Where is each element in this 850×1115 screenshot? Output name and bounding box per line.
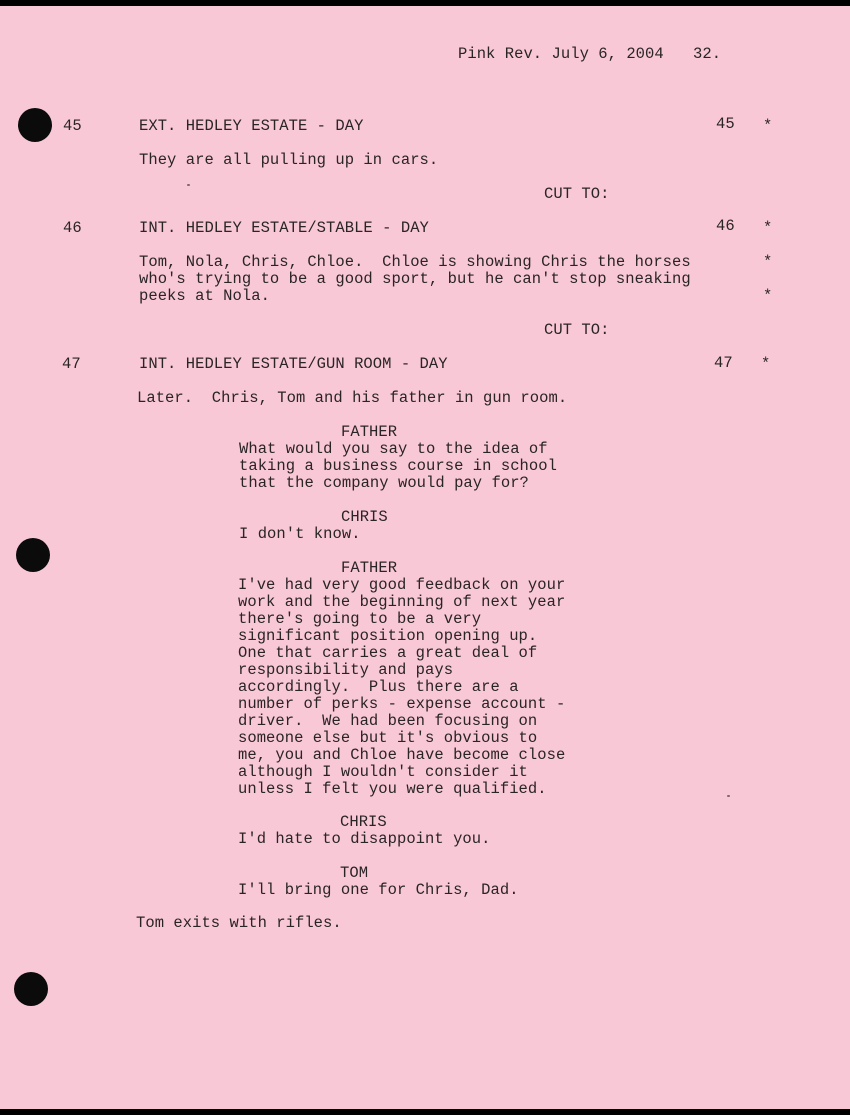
dialogue-line: responsibility and pays	[238, 661, 454, 679]
dialogue-line: driver. We had been focusing on	[238, 712, 538, 730]
dialogue-line: I don't know.	[239, 525, 361, 543]
page-number: 32.	[693, 45, 722, 63]
dialogue-line: One that carries a great deal of	[238, 644, 538, 662]
revision-label: Pink Rev. July 6, 2004	[458, 45, 664, 63]
action-line: peeks at Nola.	[139, 287, 270, 305]
binder-hole-top	[18, 108, 52, 142]
revision-mark: *	[763, 219, 773, 237]
dialogue-line: What would you say to the idea of	[239, 440, 548, 458]
action-line: Later. Chris, Tom and his father in gun room.	[137, 389, 568, 407]
dialogue-line: I've had very good feedback on your	[238, 576, 566, 594]
scene-heading: EXT. HEDLEY ESTATE - DAY	[139, 117, 364, 135]
action-line: Tom, Nola, Chris, Chloe. Chloe is showing Chris the horses	[139, 253, 691, 271]
revision-mark: *	[761, 355, 771, 373]
binder-hole-middle	[16, 538, 50, 572]
scene-number-right: 46	[716, 217, 735, 235]
scene-number-left: 47	[62, 355, 81, 373]
dialogue-line: number of perks - expense account -	[238, 695, 566, 713]
action-line: They are all pulling up in cars.	[139, 151, 439, 169]
dialogue-line: there's going to be a very	[238, 610, 482, 628]
dialogue-line: taking a business course in school	[239, 457, 557, 475]
transition: CUT TO:	[544, 321, 610, 339]
dialogue-line: work and the beginning of next year	[238, 593, 566, 611]
action-line: who's trying to be a good sport, but he can't stop sneaking	[139, 270, 691, 288]
revision-mark: *	[763, 253, 773, 271]
dialogue-line: me, you and Chloe have become close	[238, 746, 566, 764]
character-name: FATHER	[341, 559, 398, 577]
character-name: TOM	[340, 864, 369, 882]
revision-mark: *	[763, 287, 773, 305]
scene-heading: INT. HEDLEY ESTATE/STABLE - DAY	[139, 219, 429, 237]
revision-mark: *	[763, 117, 773, 135]
character-name: FATHER	[341, 423, 398, 441]
dialogue-line: I'll bring one for Chris, Dad.	[238, 881, 519, 899]
scene-number-right: 45	[716, 115, 735, 133]
dialogue-line: although I wouldn't consider it	[238, 763, 528, 781]
paper-speck	[727, 795, 730, 797]
dialogue-line: I'd hate to disappoint you.	[238, 830, 491, 848]
paper-speck	[187, 184, 190, 186]
transition: CUT TO:	[544, 185, 610, 203]
dialogue-line: accordingly. Plus there are a	[238, 678, 519, 696]
action-line: Tom exits with rifles.	[136, 914, 342, 932]
script-page	[0, 6, 850, 1109]
dialogue-line: that the company would pay for?	[239, 474, 529, 492]
dialogue-line: significant position opening up.	[238, 627, 538, 645]
character-name: CHRIS	[340, 813, 387, 831]
scene-number-left: 45	[63, 117, 82, 135]
dialogue-line: someone else but it's obvious to	[238, 729, 538, 747]
scene-heading: INT. HEDLEY ESTATE/GUN ROOM - DAY	[139, 355, 448, 373]
dialogue-line: unless I felt you were qualified.	[238, 780, 547, 798]
scene-number-left: 46	[63, 219, 82, 237]
character-name: CHRIS	[341, 508, 388, 526]
scene-number-right: 47	[714, 354, 733, 372]
binder-hole-bottom	[14, 972, 48, 1006]
